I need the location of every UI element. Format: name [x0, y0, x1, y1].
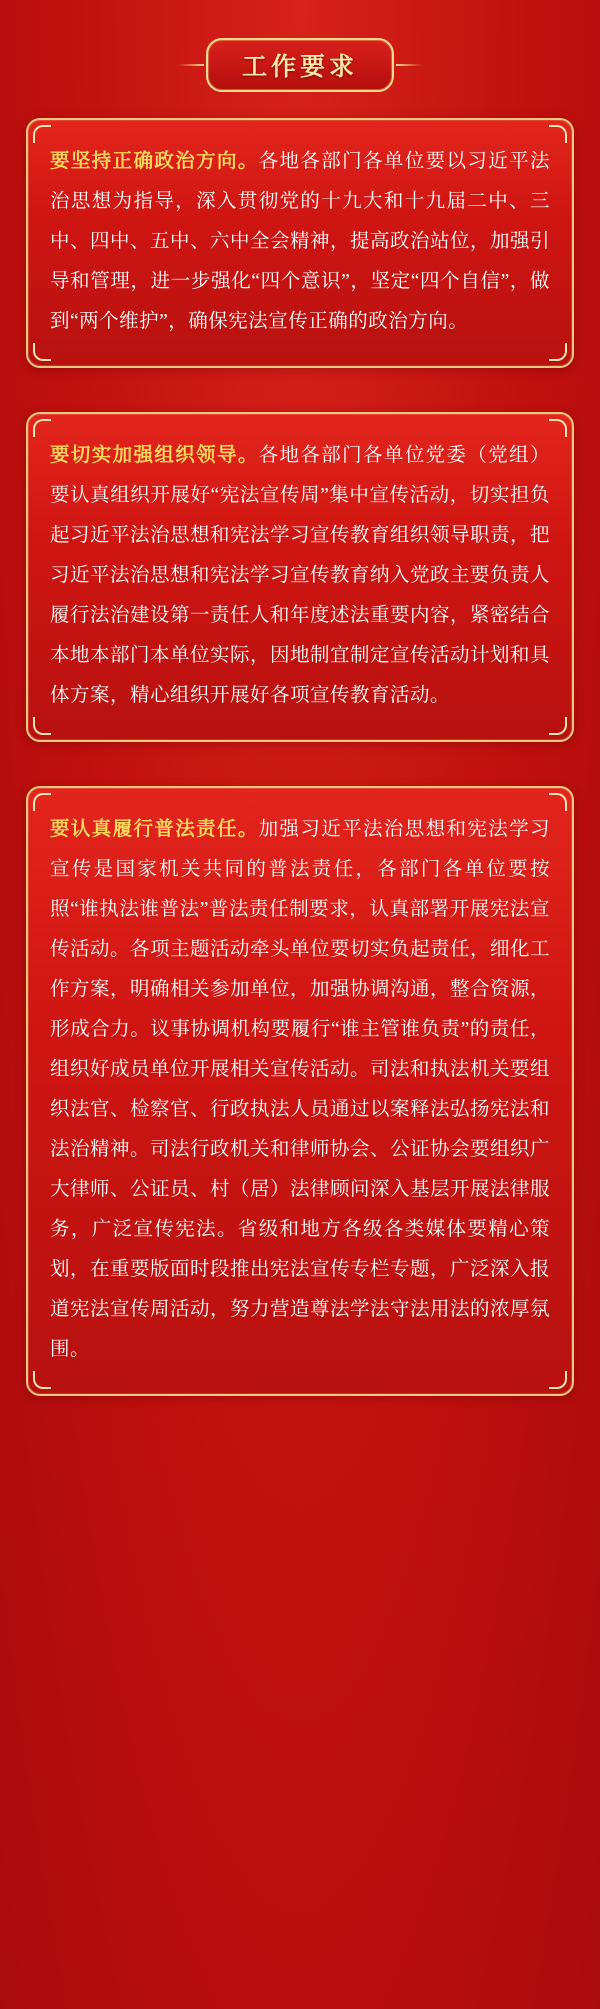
corner-ornament-icon	[33, 1371, 51, 1389]
requirement-body: 各地各部门各单位党委（党组）要认真组织开展好“宪法宣传周”集中宣传活动，切实担负起习近平法治思想和宪法学习宣传教育组织领导职责，把习近平法治思想和宪法学习宣传教育纳入党政主要负责人履行法治建设第一责任人和年度述法重要内容，紧密结合本地本部门本单位实际，因地制宜制定宣传活动计划和具体方案，精心组织开展好各项宣传教育活动。	[50, 445, 551, 706]
requirement-body: 各地各部门各单位要以习近平法治思想为指导，深入贯彻党的十九大和十九届二中、三中、四中、五中、六中全会精神，提高政治站位，加强引导和管理，进一步强化“四个意识”，坚定“四个自信”，做到“两个维护”，确保宪法宣传正确的政治方向。	[50, 151, 551, 332]
corner-ornament-icon	[33, 343, 51, 361]
requirement-card-1	[26, 118, 574, 368]
requirement-paragraph	[50, 810, 550, 1370]
page-title: 工作要求	[241, 54, 358, 81]
requirement-body: 加强习近平法治思想和宪法学习宣传是国家机关共同的普法责任，各部门各单位要按照“谁执法谁普法”普法责任制要求，认真部署开展宪法宣传活动。各项主题活动牵头单位要切实负起责任，细化工作方案，明确相关参加单位，加强协调沟通，整合资源，形成合力。议事协调机构要履行“谁主管谁负责”的责任，组织好成员单位开展相关宣传活动。司法和执法机关要组织法官、检察官、行政执法人员通过以案释法弘扬宪法和法治精神。司法行政机关和律师协会、公证协会要组织广大律师、公证员、村（居）法律顾问深入基层开展法律服务，广泛宣传宪法。省级和地方各级各类媒体要精心策划，在重要版面时段推出宪法宣传专栏专题，广泛深入报道宪法宣传周活动，努力营造尊法学法守法用法的浓厚氛围。	[50, 819, 551, 1360]
corner-ornament-icon	[549, 343, 567, 361]
corner-ornament-icon	[549, 125, 567, 143]
corner-ornament-icon	[549, 419, 567, 437]
requirement-paragraph	[50, 436, 550, 716]
corner-ornament-icon	[33, 125, 51, 143]
corner-ornament-icon	[33, 419, 51, 437]
corner-ornament-icon	[549, 1371, 567, 1389]
requirement-lead: 要认真履行普法责任。	[50, 819, 259, 840]
title-banner	[206, 38, 394, 92]
corner-ornament-icon	[549, 717, 567, 735]
requirement-lead: 要坚持正确政治方向。	[50, 151, 259, 172]
corner-ornament-icon	[549, 793, 567, 811]
corner-ornament-icon	[33, 717, 51, 735]
requirement-lead: 要切实加强组织领导。	[50, 445, 259, 466]
corner-ornament-icon	[33, 793, 51, 811]
requirement-card-3	[26, 786, 574, 1396]
header	[26, 38, 574, 92]
requirement-paragraph	[50, 142, 550, 342]
requirement-card-2	[26, 412, 574, 742]
